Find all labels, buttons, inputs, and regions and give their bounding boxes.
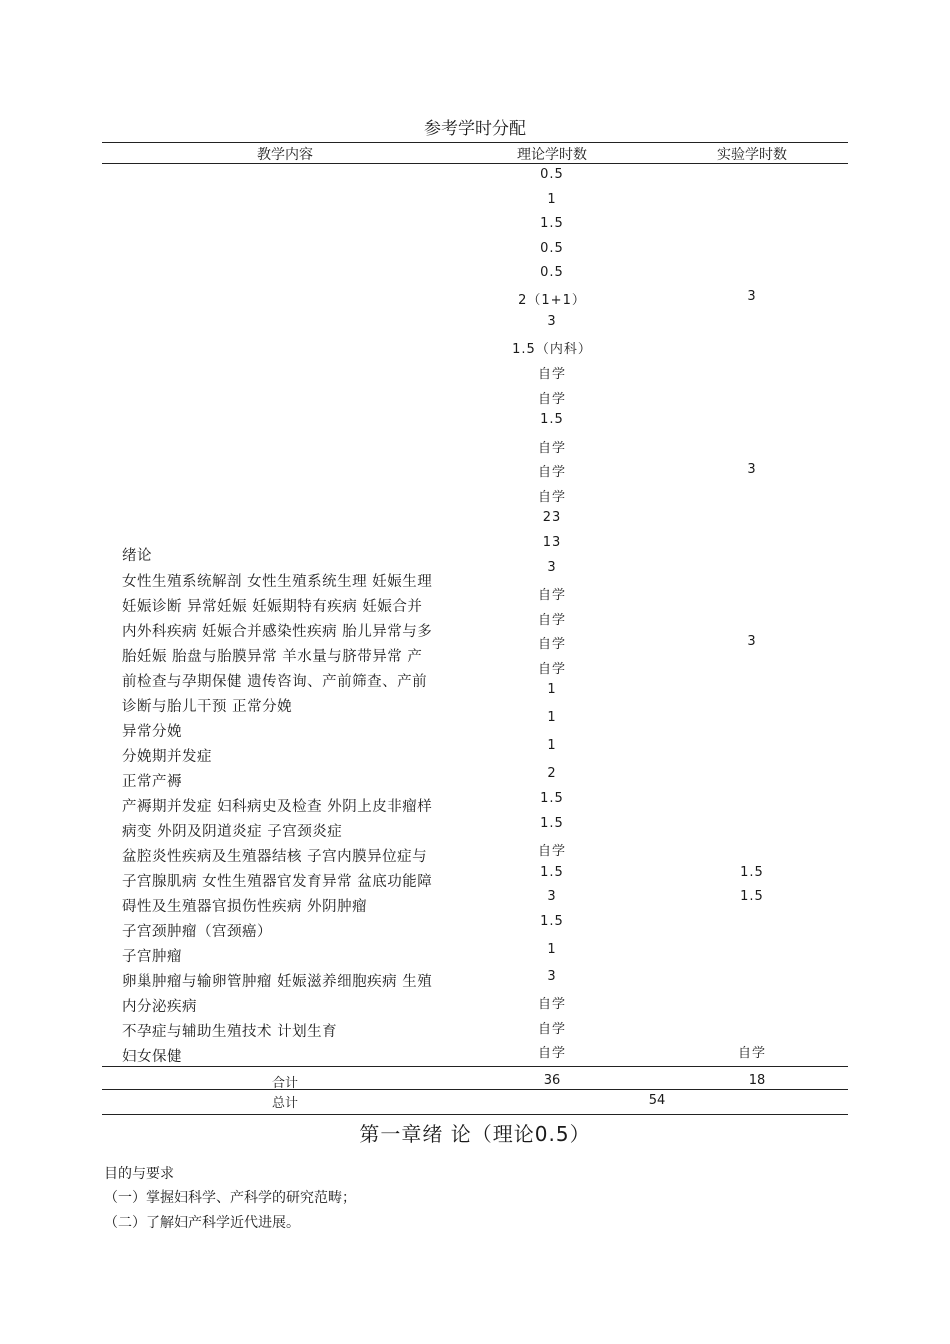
theory-hours-cell: 1.5 [540,791,564,806]
content-line: 异常分娩 [122,724,182,740]
subtotal-lab: 18 [748,1073,766,1088]
theory-hours-cell: 23 [542,510,562,525]
theory-hours-cell: 自学 [537,490,566,505]
theory-hours-cell: 自学 [537,392,566,407]
theory-hours-cell: 自学 [537,465,566,480]
header-theory-hours: 理论学时数 [517,147,587,163]
content-line: 产褥期并发症 妇科病史及检查 外阴上皮非瘤样 [122,799,433,815]
theory-hours-cell: 1.5（内科） [512,342,592,357]
content-line: 妊娠诊断 异常妊娠 妊娠期特有疾病 妊娠合并 [122,599,423,615]
content-line: 分娩期并发症 [122,749,212,765]
theory-hours-cell: 1.5 [540,865,564,880]
lab-hours-cell: 3 [747,462,757,477]
content-line: 不孕症与辅助生殖技术 计划生育 [122,1024,338,1040]
theory-hours-cell: 1.5 [540,816,564,831]
theory-hours-cell: 自学 [537,441,566,456]
content-line: 诊断与胎儿干预 正常分娩 [122,699,293,715]
theory-hours-cell: 自学 [537,1046,566,1061]
theory-hours-cell: 自学 [537,637,566,652]
theory-hours-cell: 1.5 [540,914,564,929]
theory-hours-cell: 13 [542,535,562,550]
theory-hours-cell: 自学 [537,662,566,677]
theory-hours-cell: 自学 [537,997,566,1012]
content-line: 前检查与孕期保健 遗传咨询、产前筛查、产前 [122,674,428,690]
theory-hours-cell: 自学 [537,844,566,859]
content-line: 女性生殖系统解剖 女性生殖系统生理 妊娠生理 [122,574,433,590]
objectives-label: 目的与要求 [104,1166,174,1182]
theory-hours-cell: 1 [547,192,557,207]
theory-hours-cell: 2 [547,766,557,781]
theory-hours-cell: 0.5 [540,167,564,182]
theory-hours-cell: 2（1+1） [518,293,586,308]
content-line: 胎妊娠 胎盘与胎膜异常 羊水量与脐带异常 产 [122,649,423,665]
chapter-heading: 第一章绪 论（理论0.5） [359,1122,591,1146]
theory-hours-cell: 1 [547,682,557,697]
lab-hours-cell: 1.5 [740,889,764,904]
theory-hours-cell: 3 [547,560,557,575]
theory-hours-cell: 自学 [537,367,566,382]
theory-hours-cell: 3 [547,889,557,904]
content-line: 病变 外阴及阴道炎症 子宫颈炎症 [122,824,343,840]
theory-hours-cell: 1.5 [540,216,564,231]
lab-hours-cell: 3 [747,634,757,649]
body-bottom-rule [102,1066,848,1067]
theory-hours-cell: 0.5 [540,265,564,280]
theory-hours-cell: 1 [547,710,557,725]
objective-item-1: （一）掌握妇科学、产科学的研究范畴； [104,1190,356,1206]
content-line: 盆腔炎性疾病及生殖器结核 子宫内膜异位症与 [122,849,428,865]
header-lab-hours: 实验学时数 [717,147,787,163]
content-line: 子宫腺肌病 女性生殖器官发育异常 盆底功能障 [122,874,433,890]
total-value: 54 [648,1093,666,1108]
total-label: 总计 [271,1096,298,1111]
theory-hours-cell: 自学 [537,1022,566,1037]
theory-hours-cell: 1 [547,942,557,957]
content-line: 内分泌疾病 [122,999,197,1015]
content-line: 内外科疾病 妊娠合并感染性疾病 胎儿异常与多 [122,624,433,640]
theory-hours-cell: 3 [547,314,557,329]
theory-hours-cell: 自学 [537,613,566,628]
content-line: 正常产褥 [122,774,182,790]
lab-hours-cell: 3 [747,289,757,304]
subtotal-rule [102,1089,848,1090]
theory-hours-cell: 1 [547,738,557,753]
subtotal-theory: 36 [543,1073,561,1088]
subtotal-label: 合计 [271,1076,298,1091]
content-line: 妇女保健 [122,1049,182,1065]
theory-hours-cell: 1.5 [540,412,564,427]
content-line: 子宫颈肿瘤（宫颈癌） [122,924,272,940]
content-line: 绪论 [122,548,152,564]
theory-hours-cell: 0.5 [540,241,564,256]
theory-hours-cell: 自学 [537,588,566,603]
objective-item-2: （二）了解妇产科学近代进展。 [104,1215,300,1231]
lab-hours-cell: 1.5 [740,865,764,880]
content-line: 碍性及生殖器官损伤性疾病 外阴肿瘤 [122,899,368,915]
content-line: 子宫肿瘤 [122,949,182,965]
theory-hours-cell: 3 [547,969,557,984]
table-bottom-rule [102,1114,848,1115]
table-top-rule [102,142,848,143]
header-bottom-rule [102,163,848,164]
content-line: 卵巢肿瘤与输卵管肿瘤 妊娠滋养细胞疾病 生殖 [122,974,433,990]
table-title: 参考学时分配 [424,119,526,139]
header-content: 教学内容 [257,147,313,163]
lab-hours-cell: 自学 [737,1046,766,1061]
